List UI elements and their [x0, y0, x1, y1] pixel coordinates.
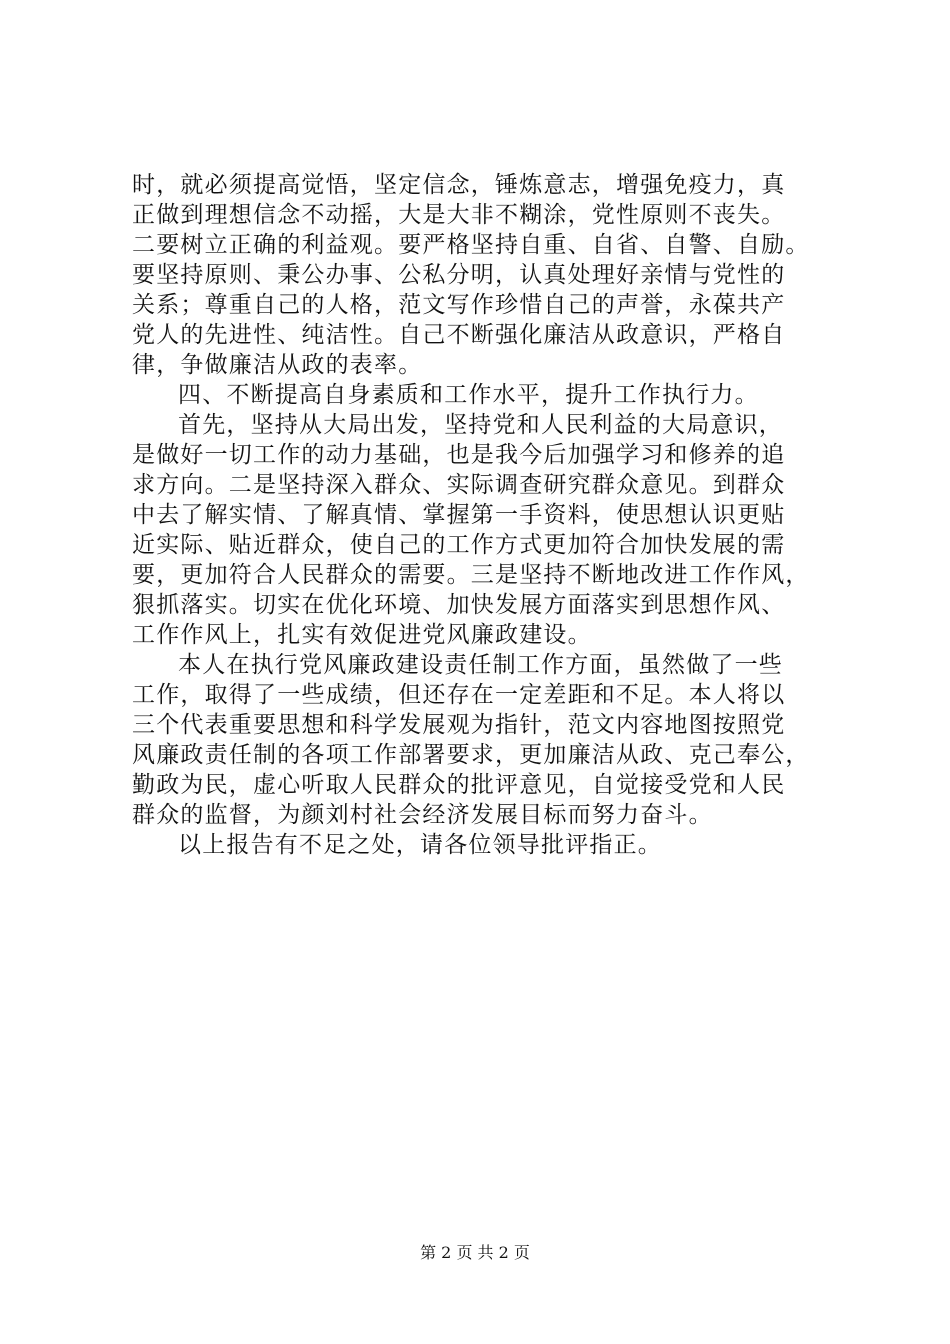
- text-line: 以上报告有不足之处，请各位领导批评指正。: [178, 832, 662, 858]
- text-line: 正做到理想信念不动摇，大是大非不糊涂，党性原则不丧失。: [132, 202, 786, 228]
- text-line: 中去了解实情、了解真情、掌握第一手资料，使思想认识更贴: [132, 502, 786, 528]
- text-line: 四、不断提高自身素质和工作水平，提升工作执行力。: [178, 382, 759, 408]
- text-line: 群众的监督，为颜刘村社会经济发展目标而努力奋斗。: [132, 802, 713, 828]
- text-line: 工作，取得了一些成绩，但还存在一定差距和不足。本人将以: [132, 682, 786, 708]
- text-line: 党人的先进性、纯洁性。自己不断强化廉洁从政意识，严格自: [132, 322, 786, 348]
- text-line: 本人在执行党风廉政建设责任制工作方面，虽然做了一些: [178, 652, 783, 678]
- text-line: 勤政为民，虚心听取人民群众的批评意见，自觉接受党和人民: [132, 772, 786, 798]
- page-footer: 第 2 页 共 2 页: [420, 1243, 530, 1262]
- text-line: 二要树立正确的利益观。要严格坚持自重、自省、自警、自励。: [132, 232, 810, 258]
- text-line: 工作作风上，扎实有效促进党风廉政建设。: [132, 622, 592, 648]
- text-line: 风廉政责任制的各项工作部署要求，更加廉洁从政、克己奉公，: [132, 742, 810, 768]
- text-line: 求方向。二是坚持深入群众、实际调查研究群众意见。到群众: [132, 472, 786, 498]
- text-line: 要，更加符合人民群众的需要。三是坚持不断地改进工作作风，: [132, 562, 810, 588]
- text-line: 是做好一切工作的动力基础，也是我今后加强学习和修养的追: [132, 442, 786, 468]
- text-line: 三个代表重要思想和科学发展观为指针，范文内容地图按照党: [132, 712, 786, 738]
- text-line: 时，就必须提高觉悟，坚定信念，锤炼意志，增强免疫力，真: [132, 172, 786, 198]
- text-line: 律，争做廉洁从政的表率。: [132, 352, 423, 378]
- text-line: 狠抓落实。切实在优化环境、加快发展方面落实到思想作风、: [132, 592, 786, 618]
- text-line: 近实际、贴近群众，使自己的工作方式更加符合加快发展的需: [132, 532, 786, 558]
- text-line: 要坚持原则、秉公办事、公私分明，认真处理好亲情与党性的: [132, 262, 786, 288]
- text-line: 关系；尊重自己的人格，范文写作珍惜自己的声誉，永葆共产: [132, 292, 786, 318]
- text-line: 首先，坚持从大局出发，坚持党和人民利益的大局意识，: [178, 412, 783, 438]
- document-body: [132, 170, 837, 860]
